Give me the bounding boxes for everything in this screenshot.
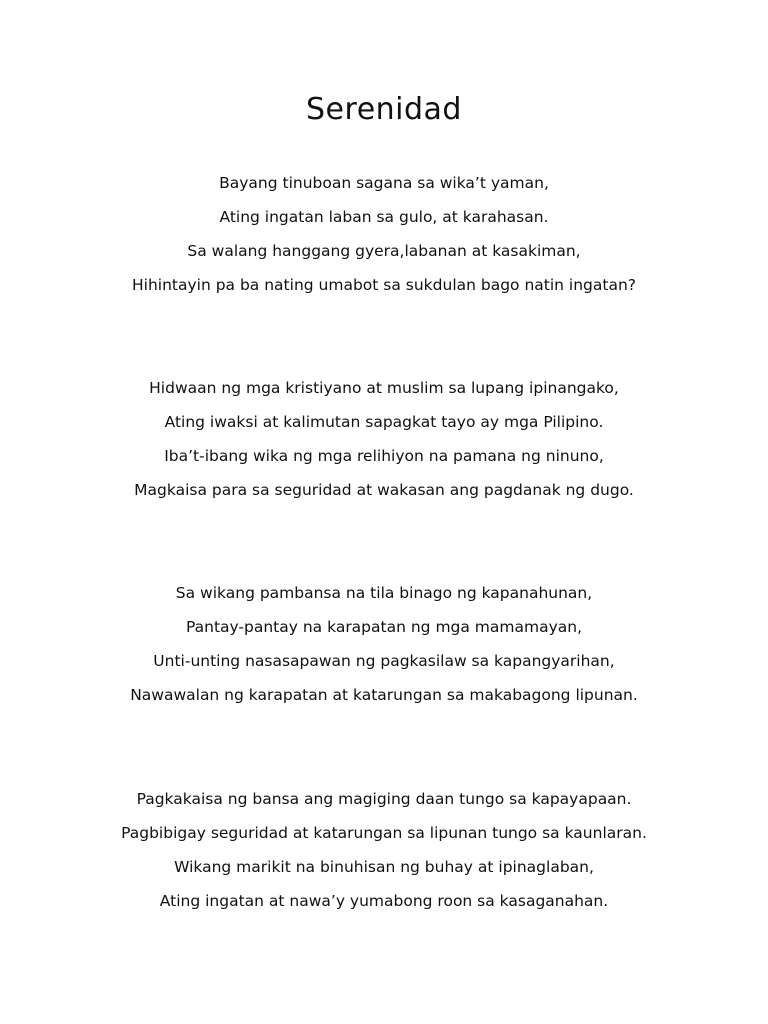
poem-line: Nawawalan ng karapatan at katarungan sa makabagong lipunan. [130, 686, 638, 704]
poem-line: Unti-unting nasasapawan ng pagkasilaw sa kapangyarihan, [153, 652, 615, 670]
poem-line: Ating ingatan laban sa gulo, at karahasan. [219, 208, 549, 226]
poem-line: Iba’t-ibang wika ng mga relihiyon na pamana ng ninuno, [164, 447, 604, 465]
poem-line: Hihintayin pa ba nating umabot sa sukdulan bago natin ingatan? [131, 276, 637, 294]
poem-line: Sa walang hanggang gyera,labanan at kasakiman, [187, 242, 581, 260]
poem-line: Wikang marikit na binuhisan ng buhay at ipinaglaban, [174, 858, 594, 876]
stanza-4 [0, 782, 768, 918]
stanza-2 [0, 371, 768, 507]
poem-line: Bayang tinuboan sagana sa wika’t yaman, [219, 174, 549, 192]
stanza-3 [0, 576, 768, 712]
poem-line: Pagkakaisa ng bansa ang magiging daan tungo sa kapayapaan. [136, 790, 632, 808]
stanza-1 [0, 166, 768, 302]
poem-title: Serenidad [306, 92, 462, 127]
poem-line: Pagbibigay seguridad at katarungan sa lipunan tungo sa kaunlaran. [121, 824, 647, 842]
poem-line: Ating ingatan at nawa’y yumabong roon sa kasaganahan. [159, 892, 609, 910]
poem-line: Magkaisa para sa seguridad at wakasan ang pagdanak ng dugo. [134, 481, 634, 499]
poem-line: Sa wikang pambansa na tila binago ng kapanahunan, [175, 584, 593, 602]
poem-line: Ating iwaksi at kalimutan sapagkat tayo ay mga Pilipino. [164, 413, 604, 431]
poem-line: Pantay-pantay na karapatan ng mga mamamayan, [185, 618, 583, 636]
poem-line: Hidwaan ng mga kristiyano at muslim sa lupang ipinangako, [149, 379, 619, 397]
